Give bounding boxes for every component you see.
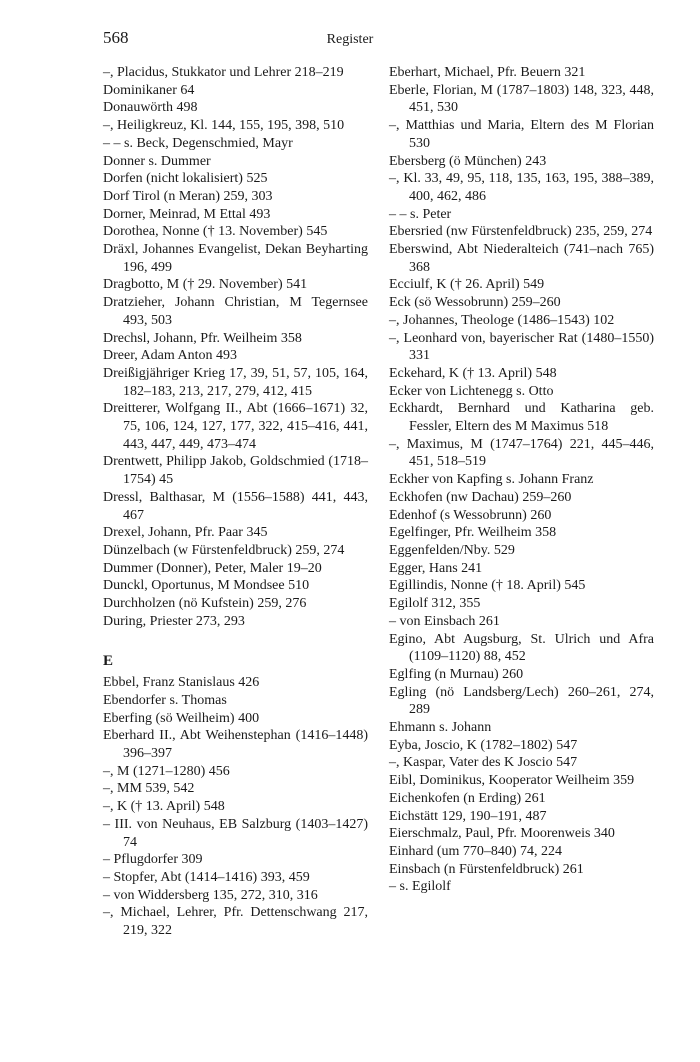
index-entry: – von Widdersberg 135, 272, 310, 316 bbox=[103, 887, 318, 903]
index-column-left bbox=[103, 64, 368, 940]
index-entry: –, Kaspar, Vater des K Joscio 547 bbox=[389, 755, 578, 771]
running-head: Register bbox=[326, 32, 374, 47]
section-letter: E bbox=[103, 652, 114, 669]
index-entry: Dummer (Donner), Peter, Maler 19–20 bbox=[103, 560, 322, 576]
index-entry: Egling (nö Landsberg/Lech) 260–261, 274, 289 bbox=[389, 684, 654, 718]
index-entry: Drentwett, Philipp Jakob, Goldschmied (1718–1754) 45 bbox=[103, 454, 368, 488]
index-entry: – s. Egilolf bbox=[389, 879, 451, 895]
index-entry: Dünzelbach (w Fürstenfeldbruck) 259, 274 bbox=[103, 542, 345, 558]
index-entry: Eckehard, K († 13. April) 548 bbox=[389, 365, 557, 381]
index-entry: –, Johannes, Theologe (1486–1543) 102 bbox=[389, 312, 615, 328]
index-entry: Eckhofen (nw Dachau) 259–260 bbox=[389, 489, 572, 505]
index-entry: –, M (1271–1280) 456 bbox=[103, 763, 230, 779]
entry-list-e-continued bbox=[389, 64, 654, 896]
index-entry: Eck (sö Wessobrunn) 259–260 bbox=[389, 295, 561, 311]
index-entry: Dratzieher, Johann Christian, M Tegernsee 493, 503 bbox=[103, 295, 368, 328]
index-entry: –, K († 13. April) 548 bbox=[103, 799, 225, 815]
index-entry: Eberle, Florian, M (1787–1803) 148, 323, 448, 451, 530 bbox=[389, 82, 654, 116]
index-entry: Ecker von Lichtenegg s. Otto bbox=[389, 383, 554, 399]
index-entry: Eyba, Joscio, K (1782–1802) 547 bbox=[389, 737, 578, 753]
index-entry: Eckher von Kapfing s. Johann Franz bbox=[389, 472, 594, 488]
index-entry: Egilolf 312, 355 bbox=[389, 596, 481, 612]
entry-list-d bbox=[103, 64, 368, 631]
index-entry: Eibl, Dominikus, Kooperator Weilheim 359 bbox=[389, 773, 635, 789]
page-number: 568 bbox=[103, 28, 129, 47]
index-entry: – Stopfer, Abt (1414–1416) 393, 459 bbox=[103, 869, 310, 885]
index-entry: – – s. Beck, Degenschmied, Mayr bbox=[103, 135, 293, 151]
index-entry: Drechsl, Johann, Pfr. Weilheim 358 bbox=[103, 330, 302, 346]
index-entry: –, Kl. 33, 49, 95, 118, 135, 163, 195, 388–389, 400, 462, 486 bbox=[389, 171, 654, 204]
index-entry: Dreißigjähriger Krieg 17, 39, 51, 57, 105, 164, 182–183, 213, 217, 279, 412, 415 bbox=[103, 365, 368, 399]
index-entry: Ehmann s. Johann bbox=[389, 720, 492, 736]
index-entry: Ecciulf, K († 26. April) 549 bbox=[389, 277, 545, 293]
index-entry: Dreer, Adam Anton 493 bbox=[103, 348, 237, 364]
index-entry: Donner s. Dummer bbox=[103, 153, 211, 169]
index-entry: Eberhard II., Abt Weihenstephan (1416–1448) 396–397 bbox=[103, 728, 368, 762]
index-entry: – – s. Peter bbox=[389, 206, 452, 222]
index-entry: Dunckl, Oportunus, M Mondsee 510 bbox=[103, 578, 310, 594]
index-entry: Donauwörth 498 bbox=[103, 100, 198, 116]
index-entry: Dorf Tirol (n Meran) 259, 303 bbox=[103, 188, 273, 204]
index-entry: During, Priester 273, 293 bbox=[103, 613, 245, 629]
index-entry: Egelfinger, Pfr. Weilheim 358 bbox=[389, 525, 557, 541]
index-entry: Egino, Abt Augsburg, St. Ulrich und Afra (1109–1120) 88, 452 bbox=[389, 631, 654, 665]
index-entry: Dreitterer, Wolfgang II., Abt (1666–1671) 32, 75, 106, 124, 127, 177, 322, 415–416, 441, 443, 447, 449, 473–474 bbox=[103, 401, 368, 452]
index-entry: Dominikaner 64 bbox=[103, 82, 195, 98]
index-entry: Eierschmalz, Paul, Pfr. Moorenweis 340 bbox=[389, 826, 615, 842]
index-entry: – Pflugdorfer 309 bbox=[103, 852, 203, 868]
index-entry: – III. von Neuhaus, EB Salzburg (1403–1427) 74 bbox=[103, 816, 368, 850]
index-entry: Drexel, Johann, Pfr. Paar 345 bbox=[103, 525, 268, 541]
index-entry: Einsbach (n Fürstenfeldbruck) 261 bbox=[389, 861, 584, 877]
index-entry: Dorner, Meinrad, M Ettal 493 bbox=[103, 206, 271, 222]
index-entry: Ebbel, Franz Stanislaus 426 bbox=[103, 675, 260, 691]
index-entry: Dragbotto, M († 29. November) 541 bbox=[103, 277, 308, 293]
index-entry: Eichenkofen (n Erding) 261 bbox=[389, 790, 546, 806]
index-entry: Ebersried (nw Fürstenfeldbruck) 235, 259, 274 bbox=[389, 224, 653, 240]
index-entry: Dorfen (nicht lokalisiert) 525 bbox=[103, 171, 268, 187]
index-entry: Einhard (um 770–840) 74, 224 bbox=[389, 843, 563, 859]
index-entry: Eberfing (sö Weilheim) 400 bbox=[103, 710, 260, 726]
index-entry: Ebendorfer s. Thomas bbox=[103, 692, 227, 708]
index-entry: –, Matthias und Maria, Eltern des M Florian 530 bbox=[389, 118, 654, 151]
index-entry: – von Einsbach 261 bbox=[389, 613, 500, 629]
index-entry: Egger, Hans 241 bbox=[389, 560, 483, 576]
index-entry: –, MM 539, 542 bbox=[103, 781, 195, 797]
index-entry: Egillindis, Nonne († 18. April) 545 bbox=[389, 578, 586, 594]
entry-list-e bbox=[103, 674, 368, 940]
index-entry: Eggenfelden/Nby. 529 bbox=[389, 542, 515, 558]
index-entry: –, Heiligkreuz, Kl. 144, 155, 195, 398, 510 bbox=[103, 118, 345, 134]
index-entry: Edenhof (s Wessobrunn) 260 bbox=[389, 507, 552, 523]
index-entry: Dressl, Balthasar, M (1556–1588) 441, 443, 467 bbox=[103, 489, 368, 523]
index-entry: Dorothea, Nonne († 13. November) 545 bbox=[103, 224, 328, 240]
index-entry: Eckhardt, Bernhard und Katharina geb. Fessler, Eltern des M Maximus 518 bbox=[389, 401, 654, 435]
index-entry: Eglfing (n Murnau) 260 bbox=[389, 666, 524, 682]
index-entry: Dräxl, Johannes Evangelist, Dekan Beyharting 196, 499 bbox=[103, 242, 368, 275]
index-entry: Durchholzen (nö Kufstein) 259, 276 bbox=[103, 596, 307, 612]
index-entry: Eichstätt 129, 190–191, 487 bbox=[389, 808, 547, 824]
index-entry: Eberswind, Abt Niederalteich (741–nach 765) 368 bbox=[389, 242, 654, 275]
index-entry: –, Michael, Lehrer, Pfr. Dettenschwang 217, 219, 322 bbox=[103, 905, 368, 939]
index-entry: –, Maximus, M (1747–1764) 221, 445–446, 451, 518–519 bbox=[389, 436, 654, 470]
index-entry: Eberhart, Michael, Pfr. Beuern 321 bbox=[389, 65, 586, 80]
index-entry: Ebersberg (ö München) 243 bbox=[389, 153, 547, 169]
index-column-right bbox=[389, 64, 654, 896]
index-entry: –, Placidus, Stukkator und Lehrer 218–219 bbox=[103, 65, 344, 80]
index-entry: –, Leonhard von, bayerischer Rat (1480–1550) 331 bbox=[389, 330, 654, 364]
